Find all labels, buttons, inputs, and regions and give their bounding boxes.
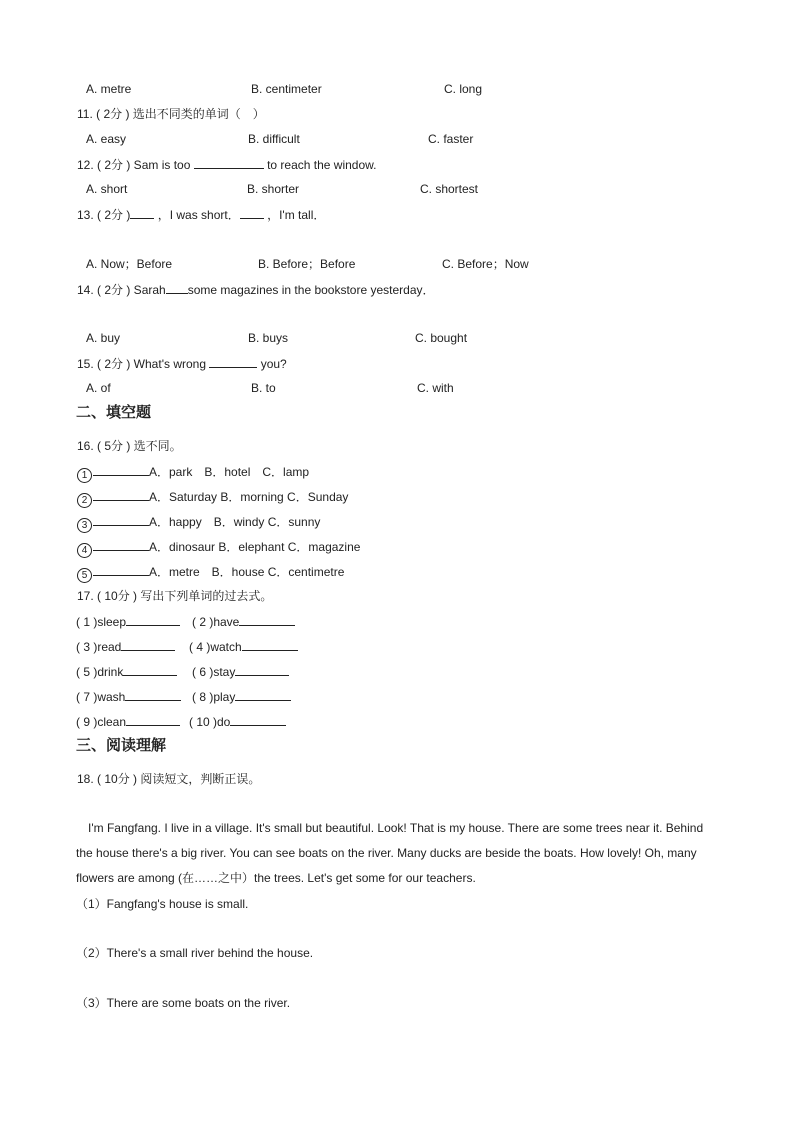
q11-option-c: C. faster	[428, 132, 474, 146]
q13-option-c: C. Before；Now	[442, 257, 529, 271]
q14-option-a: A. buy	[86, 331, 121, 345]
q10-option-c: C. long	[444, 82, 483, 96]
blank[interactable]	[93, 538, 149, 551]
q16-item-4: 4 A．dinosaur B．elephant C．magazine	[77, 538, 360, 558]
blank[interactable]	[93, 488, 149, 501]
q13-option-b: B. Before；Before	[258, 257, 356, 271]
q16-item-1: 1 A．park B．hotel C．lamp	[77, 463, 309, 483]
blank[interactable]	[125, 688, 181, 701]
q11-option-b: B. difficult	[248, 132, 300, 146]
q10-option-a: A. metre	[86, 82, 132, 96]
reading-passage: I'm Fangfang. I live in a village. It's small but beautiful. Look! That is my house. There are some trees near it. Behind the house there's a big river. You can see boats on the river. Many ducks are beside the boats. How lovely! Oh, many flowers are among (在……之中）the trees. Let's get some for our teachers.	[76, 821, 704, 885]
q17-item: ( 5 )drink	[76, 663, 177, 680]
q16-item-3: 3 A．happy B．windy C．sunny	[77, 513, 320, 533]
q14-option-b: B. buys	[248, 331, 289, 345]
q12-stem: 12. ( 2分 ) Sam is too to reach the window.	[77, 158, 377, 172]
q17-item: ( 6 )stay	[192, 663, 289, 680]
q18-stem: 18. ( 10分 ) 阅读短文，判断正误。	[77, 772, 261, 786]
section-heading-reading: 三、阅读理解	[76, 736, 167, 754]
q17-item: ( 3 )read	[76, 638, 175, 655]
blank[interactable]	[166, 281, 188, 294]
q17-item: ( 9 )clean	[76, 713, 180, 730]
q17-item: ( 2 )have	[192, 613, 295, 630]
blank[interactable]	[121, 638, 175, 651]
q12-option-c: C. shortest	[420, 182, 479, 196]
statement-3: （3）There are some boats on the river.	[76, 996, 291, 1010]
q17-item: ( 7 )wash	[76, 688, 181, 705]
blank[interactable]	[240, 206, 264, 219]
q17-item: ( 8 )play	[192, 688, 291, 705]
q15-option-a: A. of	[86, 381, 111, 395]
circled-number: 3	[77, 518, 92, 533]
blank[interactable]	[235, 688, 291, 701]
statement-1: （1）Fangfang's house is small.	[76, 897, 249, 911]
q15-option-c: C. with	[417, 381, 454, 395]
blank[interactable]	[230, 713, 286, 726]
statement-2: （2）There's a small river behind the house.	[76, 946, 314, 960]
q16-item-5: 5 A．metre B．house C．centimetre	[77, 563, 344, 583]
blank[interactable]	[130, 206, 154, 219]
blank[interactable]	[239, 613, 295, 626]
blank[interactable]	[235, 663, 289, 676]
blank[interactable]	[126, 713, 180, 726]
blank[interactable]	[93, 463, 149, 476]
blank[interactable]	[93, 513, 149, 526]
blank[interactable]	[126, 613, 180, 626]
q11-option-a: A. easy	[86, 132, 127, 146]
q13-stem: 13. ( 2分 ) ，I was short． ，I'm tall．	[77, 208, 326, 222]
q11-stem: 11. ( 2分 ) 选出不同类的单词（ ）	[77, 107, 265, 121]
section-heading-fill-in: 二、填空题	[76, 403, 152, 421]
q17-stem: 17. ( 10分 ) 写出下列单词的过去式。	[77, 589, 273, 603]
q17-item: ( 1 )sleep	[76, 613, 180, 630]
q12-option-b: B. shorter	[247, 182, 300, 196]
q12-option-a: A. short	[86, 182, 128, 196]
q10-option-b: B. centimeter	[251, 82, 322, 96]
q16-stem: 16. ( 5分 ) 选不同。	[77, 439, 182, 453]
q15-option-b: B. to	[251, 381, 276, 395]
circled-number: 5	[77, 568, 92, 583]
blank[interactable]	[242, 638, 298, 651]
q16-item-2: 2 A．Saturday B．morning C．Sunday	[77, 488, 348, 508]
blank[interactable]	[93, 563, 149, 576]
q17-item: ( 10 )do	[189, 713, 286, 730]
blank[interactable]	[123, 663, 177, 676]
circled-number: 1	[77, 468, 92, 483]
blank[interactable]	[209, 355, 257, 368]
circled-number: 2	[77, 493, 92, 508]
q14-option-c: C. bought	[415, 331, 468, 345]
q14-stem: 14. ( 2分 ) Sarah some magazines in the bookstore yesterday．	[77, 283, 435, 297]
q13-option-a: A. Now；Before	[86, 257, 173, 271]
circled-number: 4	[77, 543, 92, 558]
q17-item: ( 4 )watch	[189, 638, 298, 655]
blank[interactable]	[194, 156, 264, 169]
q15-stem: 15. ( 2分 ) What's wrong you?	[77, 357, 287, 371]
